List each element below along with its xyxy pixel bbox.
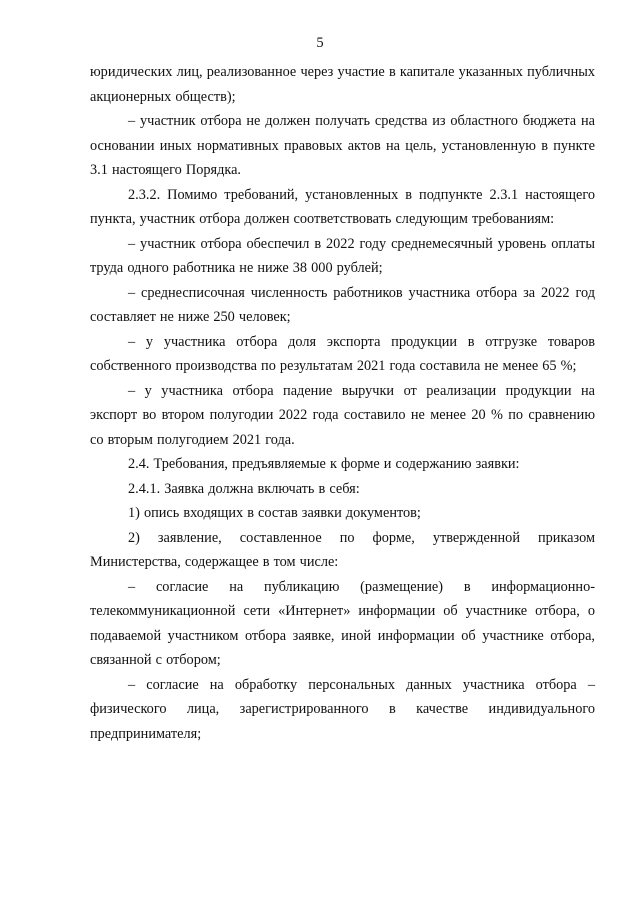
paragraph-bullet: – у участника отбора доля экспорта продукции в отгрузке товаров собственного производства по результатам 2021 года составила не менее 65 %; — [90, 333, 595, 374]
paragraph-bullet: – у участника отбора падение выручки от реализации продукции на экспорт во втором полугодии 2022 года составило не менее 20 % по сравнению со вторым полугодием 2021 года. — [90, 382, 595, 448]
paragraph-list-item: 2) заявление, составленное по форме, утвержденной приказом Министерства, содержащее в том числе: — [90, 529, 595, 570]
paragraph-bullet: – согласие на публикацию (размещение) в информационно-телекоммуникационной сети «Интернет» информации об участнике отбора, о подаваемой участником отбора заявке, иной информации об участнике отбора, связанной с отбором; — [90, 578, 595, 668]
paragraph-bullet: – среднесписочная численность работников участника отбора за 2022 год составляет не ниже 250 человек; — [90, 284, 595, 325]
paragraph-clause: 2.4.1. Заявка должна включать в себя: — [128, 480, 360, 497]
paragraph-bullet: – согласие на обработку персональных данных участника отбора – физического лица, зарегистрированного в качестве индивидуального предпринимателя; — [90, 676, 595, 742]
document-body — [90, 60, 595, 746]
page-number: 5 — [316, 35, 324, 51]
paragraph-list-item: 1) опись входящих в состав заявки документов; — [128, 505, 421, 521]
paragraph-bullet: – участник отбора не должен получать средства из областного бюджета на основании иных нормативных правовых актов на цель, установленную в пункте 3.1 настоящего Порядка. — [90, 113, 595, 178]
paragraph-bullet: – участник отбора обеспечил в 2022 году среднемесячный уровень оплаты труда одного работника не ниже 38 000 рублей; — [90, 235, 595, 276]
paragraph-clause: 2.3.2. Помимо требований, установленных в подпункте 2.3.1 настоящего пункта, участник отбора должен соответствовать следующим требованиям: — [90, 186, 595, 227]
paragraph-continuation: юридических лиц, реализованное через участие в капитале указанных публичных акционерных обществ); — [90, 64, 595, 105]
paragraph-clause: 2.4. Требования, предъявляемые к форме и содержанию заявки: — [128, 456, 520, 472]
